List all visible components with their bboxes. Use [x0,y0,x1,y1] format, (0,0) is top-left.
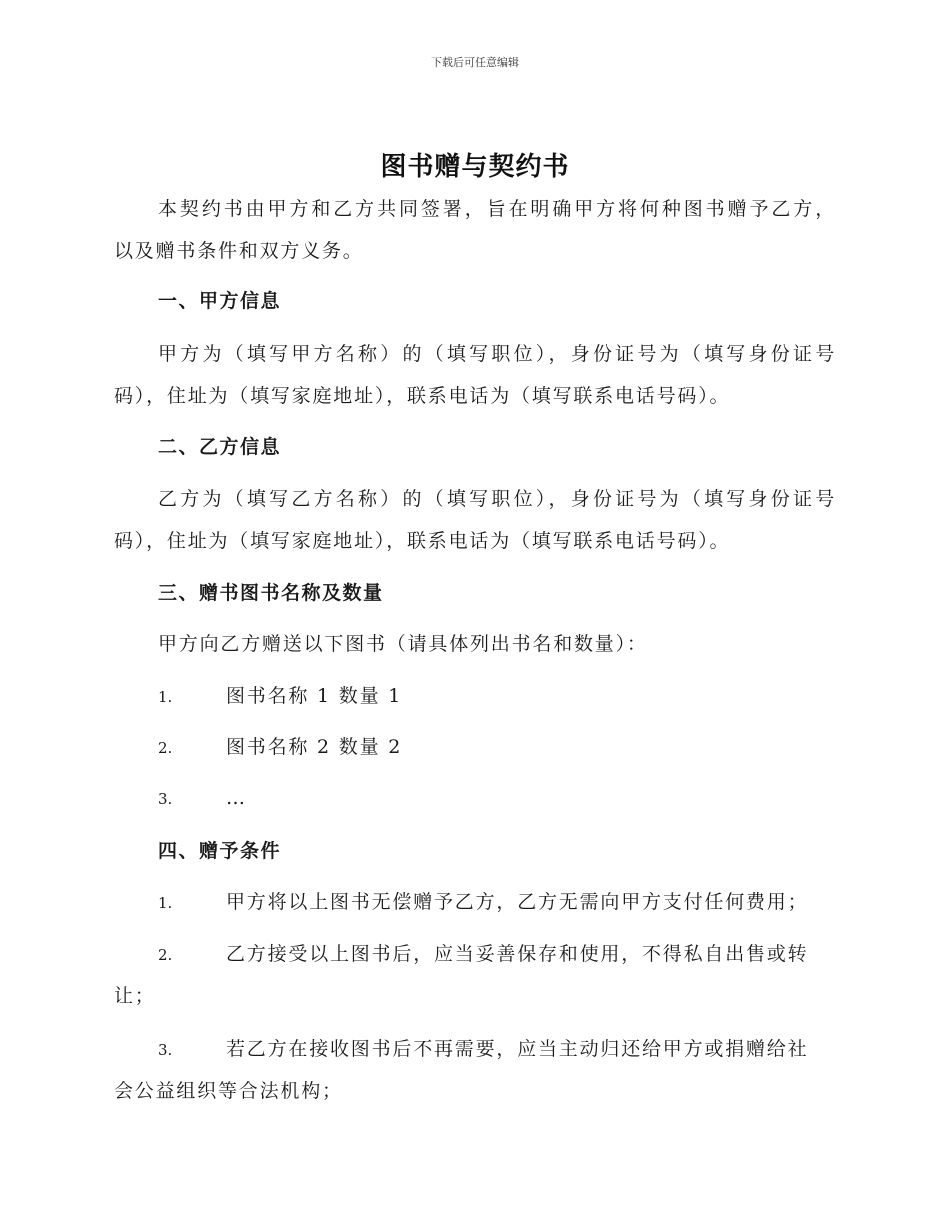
list-item [158,785,836,812]
list-item [158,941,836,968]
list-item [158,889,836,916]
list-item-text: … [226,787,247,809]
list-item-text: 乙方接受以上图书后，应当妥善保存和使用，不得私自出售或转 [226,943,809,965]
section-heading-party-b: 二、乙方信息 [158,436,282,458]
intro-line-2: 以及赠书条件和双方义务。 [114,240,364,262]
list-item-number: 3. [158,790,173,808]
books-lead: 甲方向乙方赠送以下图书（请具体列出书名和数量）： [158,633,648,655]
list-item-text: 图书名称 2 数量 2 [226,736,403,758]
list-item-continuation: 会公益组织等合法机构； [114,1080,343,1102]
list-item-number: 2. [158,946,173,964]
list-item-number: 1. [158,688,173,706]
page-header-note: 下载后可任意编辑 [431,56,519,69]
section-heading-conditions: 四、赠予条件 [158,840,282,862]
list-item-text: 若乙方在接收图书后不再需要，应当主动归还给甲方或捐赠给社 [226,1038,809,1060]
party-b-line-2: 码），住址为（填写家庭地址），联系电话为（填写联系电话号码）。 [114,530,731,552]
list-item-text: 图书名称 1 数量 1 [226,685,403,707]
list-item-number: 2. [158,739,173,757]
party-a-line-2: 码），住址为（填写家庭地址），联系电话为（填写联系电话号码）。 [114,385,731,407]
list-item [158,683,836,710]
list-item-number: 1. [158,894,173,912]
list-item-text: 甲方将以上图书无偿赠予乙方，乙方无需向甲方支付任何费用； [226,891,809,913]
list-item-number: 3. [158,1041,173,1059]
section-heading-books: 三、赠书图书名称及数量 [158,582,384,604]
intro-line-1: 本契约书由甲方和乙方共同签署，旨在明确甲方将何种图书赠予乙方， [158,198,836,220]
party-a-line-1: 甲方为（填写甲方名称）的（填写职位），身份证号为（填写身份证号 [158,343,836,365]
section-heading-party-a: 一、甲方信息 [158,290,282,312]
list-item-continuation: 让； [114,985,156,1007]
document-title: 图书赠与契约书 [380,152,570,182]
list-item [158,1036,836,1063]
list-item [158,734,836,761]
party-b-line-1: 乙方为（填写乙方名称）的（填写职位），身份证号为（填写身份证号 [158,488,836,510]
